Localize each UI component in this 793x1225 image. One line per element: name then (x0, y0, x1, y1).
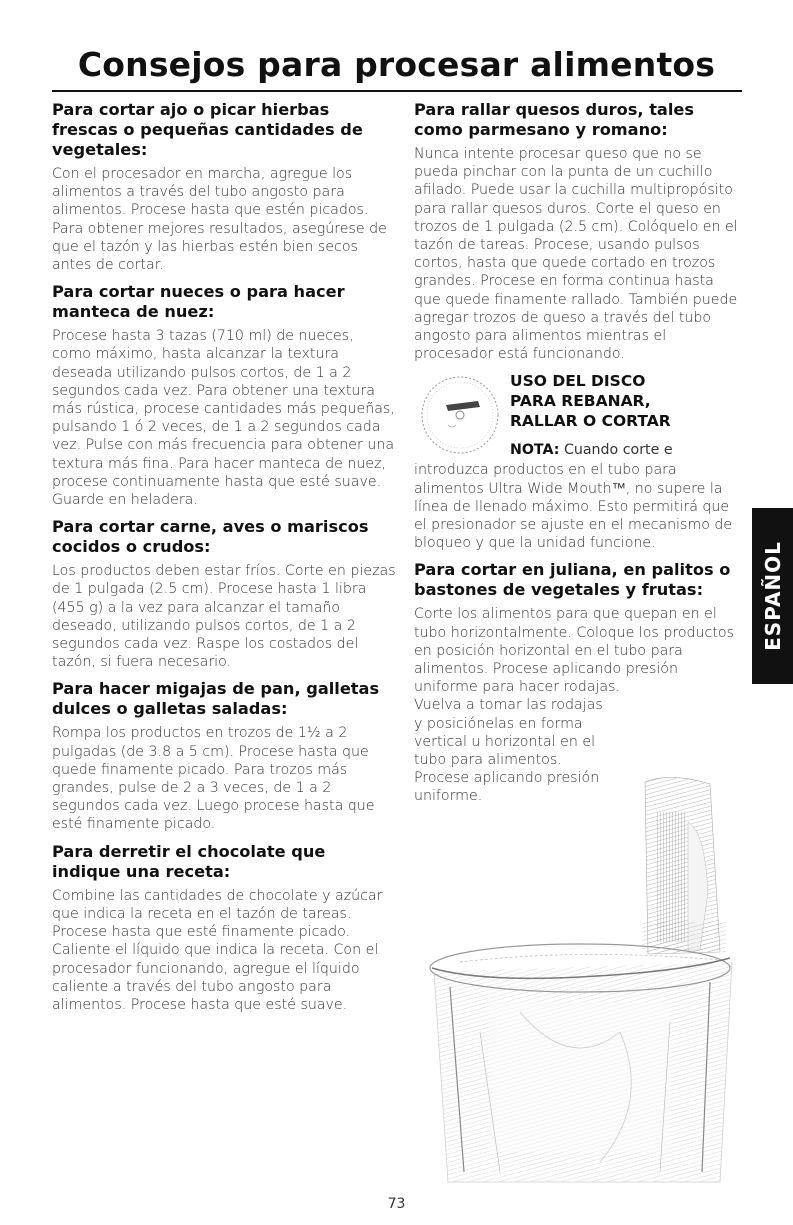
disc-section-title (510, 371, 671, 431)
text-carne: Los productos deben estar fríos. Corte en piezas de 1 pulgada (2.5 cm). Procese hasta 1 libra (455 g) a la vez para alcanzar el tamaño deseado, utilizando pulsos cortos, de 1 a 2 segundos cada vez. Raspe los costados del tazón, si fuera necesario. (52, 563, 396, 671)
nota-first-line (510, 441, 673, 459)
disc-title-line3: RALLAR O CORTAR (510, 412, 671, 431)
disc-title-line1: USO DEL DISCO (510, 372, 646, 391)
food-processor-image (420, 772, 742, 1192)
language-tab-label: ESPAÑOL (760, 541, 785, 651)
text-juliana-top: Corte los alimentos para que quepan en el tubo horizontalmente. Coloque los productos en posición horizontal en el tubo para alimentos. Procese aplicando presión uniforme para hacer rodajas. (414, 606, 734, 696)
nota-start: Cuando corte e (563, 442, 673, 459)
text-chocolate: Combine las cantidades de chocolate y azúcar que indica la receta en el tazón de tareas. Procese hasta que esté finamente picado. Caliente el líquido que indica la receta. Con el procesador funcionando, agregue el líquido caliente a través del tubo angosto para alimentos. Procese hasta que esté suave. (52, 887, 383, 1013)
text-nueces: Procese hasta 3 tazas (710 ml) de nueces, como máximo, hasta alcanzar la textura deseada utilizando pulsos cortos, de 1 a 2 segundos cada vez. Para obtener una textura más rústica, procese cantidades más pequeñas, pulsando 1 ó 2 veces, de 1 a 2 segundos cada vez. Pulse con más frecuencia para obtener una textura más fina. Para hacer manteca de nuez, procese continuamente hasta que esté suave. Guarde en heladera. (52, 328, 395, 509)
disc-title-line2: PARA REBANAR, (510, 392, 651, 411)
text-migajas: Rompa los productos en trozos de 1½ a 2 pulgadas (de 3.8 a 5 cm). Procese hasta que quede finamente picado. Para trozos más grandes, pulse de 2 a 3 veces, de 1 a 2 segundos cada vez. Luego procese hasta que esté finamente picado. (52, 725, 375, 833)
heading-juliana: Para cortar en juliana, en palitos o bastones de vegetales y frutas: (414, 560, 731, 600)
right-column (414, 100, 744, 814)
title-rule (52, 90, 742, 92)
heading-quesos: Para rallar quesos duros, tales como parmesano y romano: (414, 100, 695, 139)
nota-text: introduzca productos en el tubo para alimentos Ultra Wide Mouth™, no supere la línea de llenado máximo. Esto permitirá que el presionador se ajuste en el mecanismo de bloqueo y que la unidad funcione. (414, 462, 733, 552)
slicing-disc-icon (418, 373, 502, 457)
text-juliana-narrow: Vuelva a tomar las rodajas y posiciónelas en forma vertical u horizontal en el tubo para alimentos. Procese aplicando presión uniforme. (414, 697, 603, 805)
heading-ajo-hierbas: Para cortar ajo o picar hierbas frescas o pequeñas cantidades de vegetales: (52, 100, 363, 159)
heading-nueces: Para cortar nueces o para hacer manteca de nuez: (52, 282, 345, 322)
heading-migajas: Para hacer migajas de pan, galletas dulces o galletas saladas: (52, 679, 380, 719)
left-column (52, 100, 397, 1022)
nota-label: NOTA: (510, 442, 560, 459)
text-quesos: Nunca intente procesar queso que no se pueda pinchar con la punta de un cuchillo afilado. Puede usar la cuchilla multipropósito para rallar quesos duros. Corte el queso en trozos de 1 pulgada (2.5 cm). Colóquelo en el tazón de tareas. Procese, usando pulsos cortos, hasta que quede cortado en trozos grandes. Procese en forma continua hasta que quede finamente rallado. También puede agregar trozos de queso a través del tubo angosto para alimentos mientras el procesador está funcionando. (414, 146, 738, 363)
text-ajo-hierbas: Con el procesador en marcha, agregue los alimentos a través del tubo angosto para alimentos. Procese hasta que estén picados. Para obtener mejores resultados, asegúrese de que el tazón y las hierbas estén bien secos antes de cortar. (52, 166, 387, 274)
page-title: Consejos para procesar alimentos (77, 45, 716, 84)
disc-usage-block (414, 371, 744, 463)
heading-carne: Para cortar carne, aves o mariscos cocidos o crudos: (52, 517, 369, 557)
page-number: 73 (387, 1196, 406, 1212)
language-tab (752, 508, 793, 684)
heading-chocolate: Para derretir el chocolate que indique una receta: (52, 841, 326, 881)
